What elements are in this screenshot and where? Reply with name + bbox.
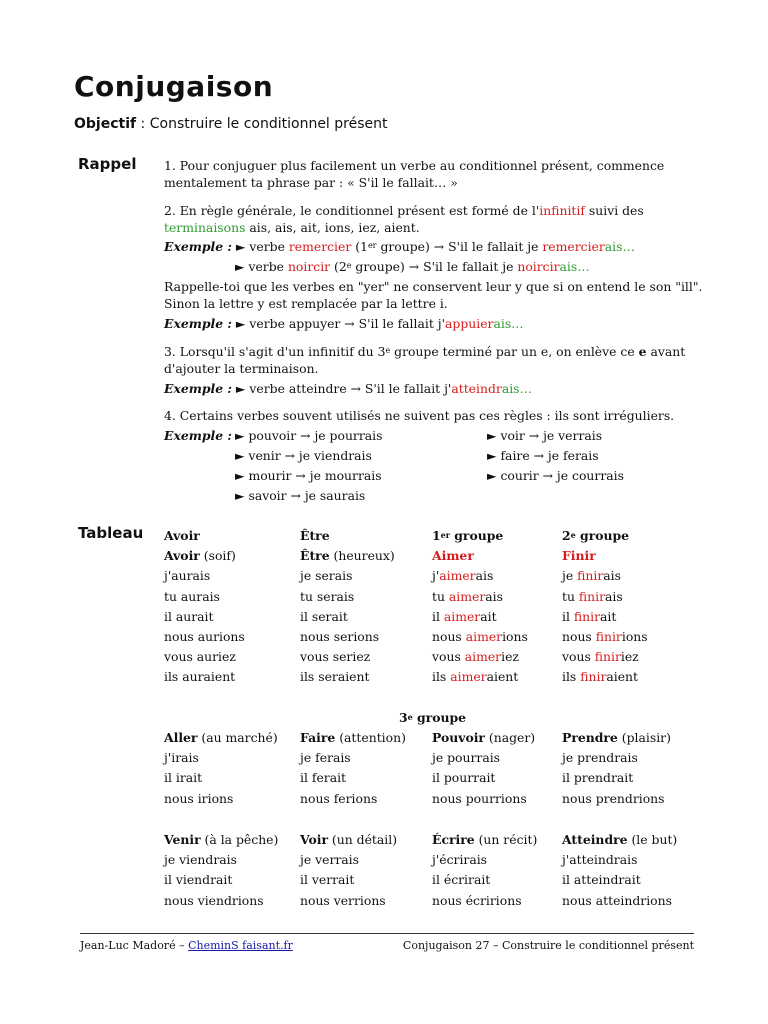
group2-form: il finirait (562, 608, 617, 624)
avoir-column (164, 526, 245, 688)
group1-form: j'aimerais (432, 568, 494, 584)
group1-form: vous aimeriez (432, 649, 519, 665)
irregular-7: ► courir → je courrais (487, 468, 624, 483)
ecrire-form: j'écrirais (432, 852, 488, 868)
prendre-form: nous prendrions (562, 790, 665, 806)
group1-form: tu aimerais (432, 588, 503, 604)
rappel-point-3: 3. Lorsqu'il s'agit d'un infinitif du 3e groupe terminé par un e, on enlève ce e avant d'ajouter la terminaison. (164, 344, 686, 376)
group2-verb: Finir (562, 548, 596, 564)
aller-example: Aller (au marché) (164, 730, 278, 745)
example-3: Exemple : ► verbe appuyer → S'il le fallait j'appuierais… (164, 316, 524, 331)
atteindre-column (562, 830, 677, 911)
irregular-6: ► faire → je ferais (487, 448, 599, 463)
avoir-form: j'aurais (164, 568, 211, 584)
group2-form: vous finiriez (562, 649, 639, 665)
etre-form: ils seraient (300, 669, 370, 685)
footer-link[interactable]: CheminS faisant.fr (188, 939, 293, 952)
etre-form: vous seriez (300, 649, 371, 665)
ecrire-column (432, 830, 537, 911)
atteindre-form: nous atteindrions (562, 892, 672, 908)
venir-form: je viendrais (164, 852, 237, 868)
pouvoir-column (432, 728, 535, 809)
tableau-label: Tableau (78, 524, 144, 542)
footer-page-info: Conjugaison 27 – Construire le conditionnel présent (402, 939, 694, 952)
group2-form: je finirais (562, 568, 621, 584)
terminaisons-highlight: terminaisons (164, 219, 246, 235)
faire-form: il ferait (300, 770, 347, 786)
pouvoir-example: Pouvoir (nager) (432, 730, 536, 745)
ecrire-form: nous écririons (432, 892, 522, 908)
pouvoir-form: je pourrais (432, 750, 501, 766)
etre-form: nous serions (300, 628, 380, 644)
venir-form: il viendrait (164, 872, 233, 888)
rappel-yer-note: Rappelle-toi que les verbes en "yer" ne conservent leur y que si on entend le son "ill". Sinon la lettre y est remplacée par la lettre i. (164, 279, 703, 311)
objective: Objectif : Construire le conditionnel présent (74, 116, 388, 132)
group1-form: nous aimerions (432, 628, 528, 644)
voir-form: nous verrions (300, 892, 386, 908)
aller-column (164, 728, 278, 809)
rappel-point-4: 4. Certains verbes souvent utilisés ne suivent pas ces règles : ils sont irréguliers. (164, 408, 675, 423)
avoir-example: Avoir (soif) (164, 548, 236, 564)
objective-text: Construire le conditionnel présent (149, 116, 388, 132)
faire-form: je ferais (300, 750, 351, 766)
group1-form: ils aimeraient (432, 669, 519, 685)
exemple-label-irregular: Exemple : (164, 428, 232, 443)
voir-form: il verrait (300, 872, 355, 888)
aller-form: j'irais (164, 750, 199, 766)
avoir-form: tu aurais (164, 588, 220, 604)
example-2: ► verbe noircir (2e groupe) → S'il le fallait je noircirais… (235, 259, 590, 274)
rappel-point-1: 1. Pour conjuguer plus facilement un verbe au conditionnel présent, commence mentalement ta phrase par : « S'il le fallait… » (164, 158, 665, 190)
footer-divider (80, 933, 694, 934)
faire-example: Faire (attention) (300, 730, 406, 745)
etre-example: Être (heureux) (300, 548, 395, 564)
pouvoir-form: nous pourrions (432, 790, 527, 806)
infinitif-highlight: infinitif (539, 203, 585, 218)
group2-column (562, 526, 648, 688)
avoir-form: ils auraient (164, 669, 236, 685)
etre-column (300, 526, 395, 688)
rappel-label: Rappel (78, 155, 137, 173)
atteindre-example: Atteindre (le but) (562, 832, 678, 847)
ecrire-form: il écrirait (432, 872, 491, 888)
example-1: Exemple : ► verbe remercier (1er groupe) → S'il le fallait je remercierais… (164, 239, 635, 254)
page-title: Conjugaison (74, 70, 274, 103)
faire-column (300, 728, 406, 809)
group1-form: il aimerait (432, 608, 497, 624)
footer-author: Jean-Luc Madoré – CheminS faisant.fr (80, 939, 293, 952)
exemple-label: Exemple : (164, 239, 232, 254)
group1-verb: Aimer (432, 548, 474, 564)
etre-form: il serait (300, 608, 348, 624)
irregular-5: ► voir → je verrais (487, 428, 603, 443)
group1-column (432, 526, 528, 688)
atteindre-form: j'atteindrais (562, 852, 638, 868)
avoir-header: Avoir (164, 528, 200, 543)
irregular-2: ► venir → je viendrais (235, 448, 372, 463)
group2-form: ils finiraient (562, 669, 639, 685)
prendre-form: je prendrais (562, 750, 638, 766)
avoir-form: nous aurions (164, 628, 245, 644)
atteindre-form: il atteindrait (562, 872, 641, 888)
etre-form: tu serais (300, 588, 355, 604)
venir-column (164, 830, 278, 911)
faire-form: nous ferions (300, 790, 378, 806)
venir-form: nous viendrions (164, 892, 264, 908)
prendre-column (562, 728, 671, 809)
ecrire-example: Écrire (un récit) (432, 832, 538, 847)
example-4: Exemple : ► verbe atteindre → S'il le fallait j'atteindrais… (164, 381, 532, 396)
irregular-4: ► savoir → je saurais (235, 488, 366, 503)
voir-form: je verrais (300, 852, 360, 868)
etre-header: Être (300, 528, 330, 543)
irregular-3: ► mourir → je mourrais (235, 468, 382, 483)
group2-form: nous finirions (562, 628, 648, 644)
avoir-form: il aurait (164, 608, 214, 624)
group2-form: tu finirais (562, 588, 623, 604)
aller-form: nous irions (164, 790, 234, 806)
group3-title: 3e groupe (399, 710, 467, 725)
avoir-form: vous auriez (164, 649, 236, 665)
voir-example: Voir (un détail) (300, 832, 398, 847)
group2-header: 2e groupe (562, 528, 630, 543)
prendre-example: Prendre (plaisir) (562, 730, 671, 745)
pouvoir-form: il pourrait (432, 770, 496, 786)
etre-form: je serais (300, 568, 353, 584)
objective-label: Objectif (74, 116, 137, 132)
venir-example: Venir (à la pêche) (164, 832, 279, 847)
rappel-point-2: 2. En règle générale, le conditionnel présent est formé de l'infinitif suivi des terminaisons ais, ais, ait, ions, iez, aient. (164, 203, 644, 235)
voir-column (300, 830, 397, 911)
aller-form: il irait (164, 770, 203, 786)
prendre-form: il prendrait (562, 770, 634, 786)
irregular-1: ► pouvoir → je pourrais (235, 428, 383, 443)
group1-header: 1er groupe (432, 528, 504, 543)
